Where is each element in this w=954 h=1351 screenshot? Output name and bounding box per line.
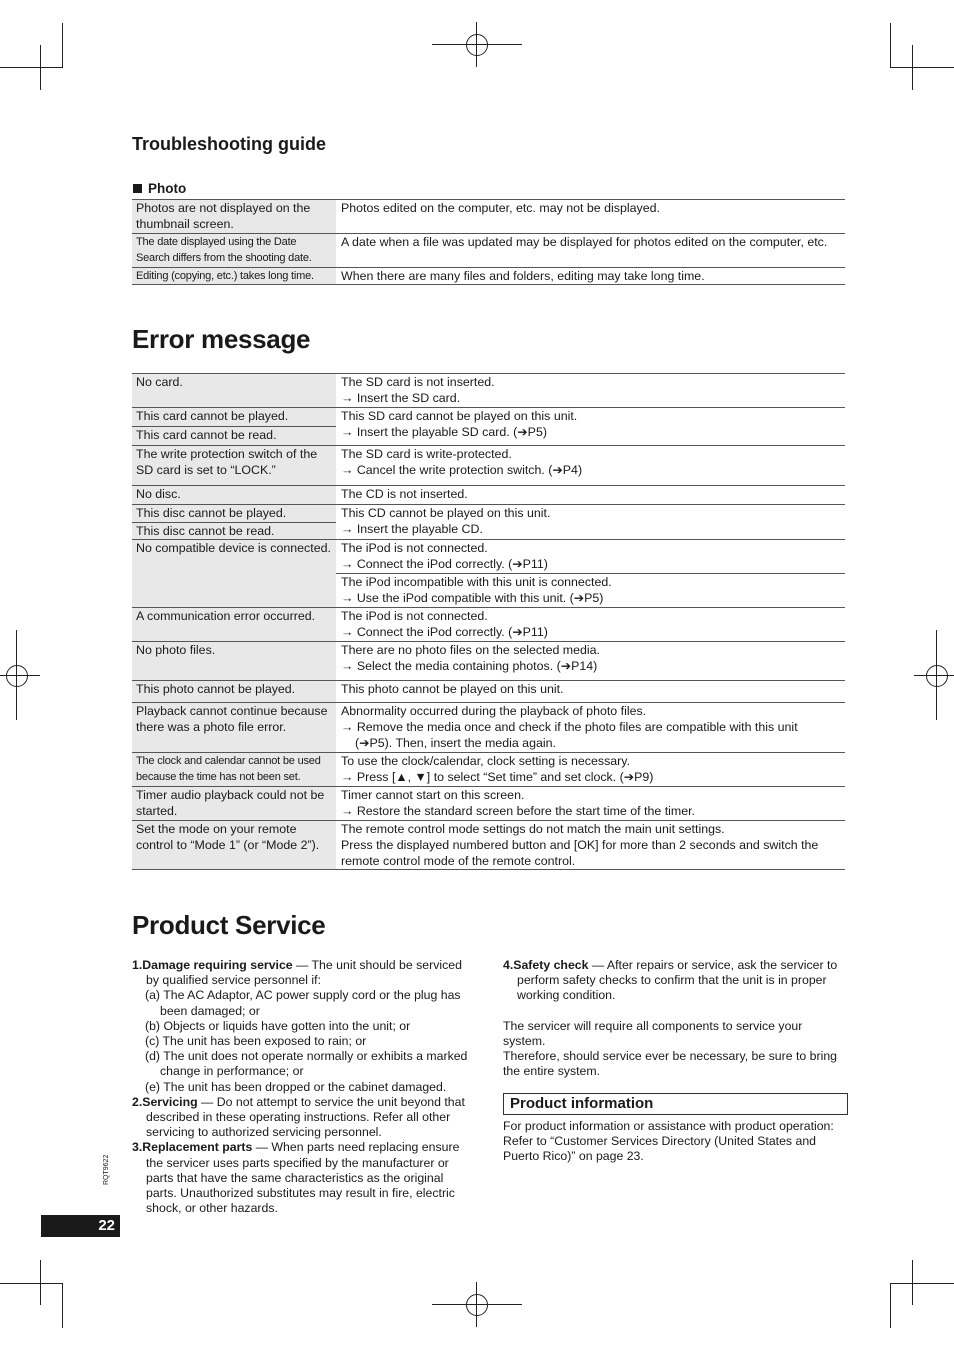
- crop-mark: [890, 23, 891, 68]
- item-heading: Safety check: [513, 958, 589, 972]
- photo-table: [132, 199, 845, 285]
- service-paragraph: Therefore, should service ever be necessary, be sure to bring the entire system.: [503, 1049, 838, 1079]
- error-message: The write protection switch of the SD card is set to “LOCK.”: [132, 446, 336, 486]
- item-number: 4.: [503, 958, 514, 972]
- registration-mark: [16, 630, 17, 720]
- table-row: [132, 505, 845, 523]
- error-solution: [336, 703, 845, 753]
- error-message: This card cannot be played.: [132, 408, 336, 427]
- sub-item: (b) Objects or liquids have gotten into the unit; or: [145, 1018, 411, 1033]
- error-message: No card.: [132, 374, 336, 408]
- item-heading: Replacement parts: [142, 1140, 253, 1155]
- sub-item: (c) The unit has been exposed to rain; or: [145, 1034, 367, 1049]
- registration-mark: [0, 675, 40, 676]
- table-row: [132, 374, 845, 408]
- error-message: The clock and calendar cannot be used because the time has not been set.: [132, 753, 336, 787]
- item-heading: Damage requiring service: [142, 958, 293, 972]
- error-solution: [336, 753, 845, 787]
- square-bullet-icon: [133, 184, 142, 193]
- table-row: [132, 486, 845, 505]
- table-row: [132, 753, 845, 787]
- sub-item: (d) The unit does not operate normally or exhibits a marked change in performance; or: [145, 1049, 468, 1079]
- error-solution: [336, 787, 845, 821]
- registration-mark: [466, 34, 488, 56]
- crop-mark: [62, 1283, 63, 1328]
- section-title-service: Product Service: [132, 910, 326, 940]
- table-row: [132, 787, 845, 821]
- error-solution: [336, 574, 845, 608]
- error-solution: [336, 408, 845, 446]
- solution-cell: A date when a file was updated may be displayed for photos edited on the computer, etc.: [336, 234, 845, 268]
- solution-line: The SD card is write-protected.: [341, 447, 512, 461]
- item-text: — The unit should be serviced by qualified service personnel if:: [146, 958, 462, 988]
- crop-mark: [890, 67, 954, 68]
- error-solution: [336, 446, 845, 486]
- error-message: This photo cannot be played.: [132, 681, 336, 703]
- solution-line: The iPod is not connected.: [341, 541, 488, 555]
- solution-line: The iPod is not connected.: [341, 609, 488, 623]
- solution-line: → Insert the SD card.: [341, 391, 461, 405]
- solution-line: There are no photo files on the selected media.: [341, 643, 600, 657]
- error-message: Playback cannot continue because there was a photo file error.: [132, 703, 336, 753]
- registration-mark: [936, 630, 937, 720]
- service-item-servicing: [132, 1095, 474, 1141]
- table-row: [132, 703, 845, 753]
- solution-line: The remote control mode settings do not match the main unit settings.: [341, 822, 725, 836]
- registration-mark: [6, 665, 28, 687]
- solution-line: → Insert the playable CD.: [341, 522, 483, 536]
- crop-mark: [890, 1283, 891, 1328]
- solution-line: → Connect the iPod correctly. (➔P11): [341, 557, 548, 571]
- solution-line: Press the displayed numbered button and [OK] for more than 2 seconds and switch the remote control mode of the remote control.: [341, 838, 819, 868]
- crop-mark: [912, 1260, 913, 1305]
- item-text: — When parts need replacing ensure the servicer uses parts specified by the manufacturer or parts that have the same characteristics as the original parts. Unauthorized substitutes may result in fire, electric shock, or other hazards.: [146, 1140, 460, 1216]
- table-row: [132, 540, 845, 574]
- table-row: [132, 268, 845, 285]
- service-right-column: [503, 958, 848, 1164]
- photo-heading: [133, 181, 186, 196]
- registration-mark: [432, 1304, 522, 1305]
- error-solution: This photo cannot be played on this unit.: [336, 681, 845, 703]
- error-solution: [336, 821, 845, 870]
- service-item-replacement: [132, 1140, 474, 1216]
- service-left-column: [132, 958, 474, 1216]
- registration-mark: [476, 1282, 477, 1327]
- item-number: 3.: [132, 1140, 143, 1155]
- section-title-troubleshooting: Troubleshooting guide: [132, 134, 326, 154]
- solution-line: → Cancel the write protection switch. (➔P4): [341, 463, 583, 477]
- error-message: No compatible device is connected.: [132, 540, 336, 608]
- error-message: This disc cannot be played.: [132, 505, 336, 523]
- error-solution: The CD is not inserted.: [336, 486, 845, 505]
- registration-mark: [926, 665, 948, 687]
- registration-mark: [914, 675, 954, 676]
- error-message: This disc cannot be read.: [132, 523, 336, 540]
- solution-line: To use the clock/calendar, clock setting is necessary.: [341, 754, 631, 768]
- item-number: 1.: [132, 958, 143, 972]
- model-code: RQT9622: [103, 1154, 110, 1185]
- table-row: [132, 200, 845, 234]
- info-paragraph: Refer to “Customer Services Directory (United States and Puerto Rico)” on page 23.: [503, 1133, 817, 1164]
- solution-line: → Connect the iPod correctly. (➔P11): [341, 625, 548, 639]
- table-row: [132, 446, 845, 486]
- problem-cell: The date displayed using the Date Search differs from the shooting date.: [132, 234, 336, 268]
- solution-line: This SD card cannot be played on this unit.: [341, 409, 578, 423]
- solution-line: (➔P5). Then, insert the media again.: [355, 736, 556, 750]
- product-information-heading: Product information: [503, 1093, 848, 1114]
- photo-heading-label: Photo: [148, 181, 187, 196]
- solution-line: Abnormality occurred during the playback of photo files.: [341, 704, 647, 718]
- error-message: Set the mode on your remote control to “Mode 1” (or “Mode 2”).: [132, 821, 336, 870]
- problem-cell: Photos are not displayed on the thumbnail screen.: [132, 200, 336, 234]
- solution-line: → Press [▲, ▼] to select “Set time” and set clock. (➔P9): [341, 770, 654, 784]
- item-text: — After repairs or service, ask the servicer to perform safety checks to confirm that the unit is in proper working condition.: [517, 958, 838, 1003]
- error-message: This card cannot be read.: [132, 427, 336, 446]
- error-message: Timer audio playback could not be started.: [132, 787, 336, 821]
- info-paragraph: For product information or assistance with product operation:: [503, 1118, 834, 1133]
- crop-mark: [18, 67, 63, 68]
- section-title-error: Error message: [132, 324, 311, 354]
- table-row: [132, 234, 845, 268]
- error-table: [132, 373, 845, 870]
- table-row: [132, 608, 845, 642]
- table-row: [132, 408, 845, 427]
- table-row: [132, 681, 845, 703]
- solution-line: The iPod incompatible with this unit is connected.: [341, 575, 612, 589]
- item-number: 2.: [132, 1094, 143, 1109]
- table-row: [132, 821, 845, 870]
- solution-line: The SD card is not inserted.: [341, 375, 495, 389]
- registration-mark: [476, 22, 477, 67]
- solution-line: → Remove the media once and check if the photo files are compatible with this unit: [341, 720, 798, 734]
- page-number: 22: [41, 1215, 120, 1237]
- solution-line: Timer cannot start on this screen.: [341, 788, 525, 802]
- solution-line: → Insert the playable SD card. (➔P5): [341, 425, 547, 439]
- solution-line: → Use the iPod compatible with this unit. (➔P5): [341, 591, 604, 605]
- sub-item: (a) The AC Adaptor, AC power supply cord or the plug has been damaged; or: [145, 988, 461, 1018]
- service-item-safety: [503, 958, 848, 1004]
- solution-line: → Select the media containing photos. (➔P14): [341, 659, 598, 673]
- error-message: No photo files.: [132, 642, 336, 681]
- crop-mark: [18, 1283, 63, 1284]
- crop-mark: [890, 1283, 954, 1284]
- error-solution: [336, 505, 845, 540]
- solution-line: → Restore the standard screen before the start time of the timer.: [341, 804, 695, 818]
- registration-mark: [466, 1294, 488, 1316]
- crop-mark: [912, 45, 913, 90]
- item-text: — Do not attempt to service the unit beyond that described in these operating instructions. Refer all other servicing to authorized servicing personnel.: [146, 1094, 465, 1140]
- service-paragraph: The servicer will require all components to service your system.: [503, 1018, 803, 1048]
- error-message: A communication error occurred.: [132, 608, 336, 642]
- error-solution: [336, 540, 845, 574]
- sub-item: (e) The unit has been dropped or the cabinet damaged.: [145, 1079, 447, 1094]
- error-solution: [336, 608, 845, 642]
- error-solution: [336, 642, 845, 681]
- error-solution: [336, 374, 845, 408]
- registration-mark: [432, 44, 522, 45]
- service-item-damage: [132, 958, 474, 988]
- crop-mark: [62, 23, 63, 68]
- problem-cell: Editing (copying, etc.) takes long time.: [132, 268, 336, 285]
- solution-line: This CD cannot be played on this unit.: [341, 506, 551, 520]
- solution-cell: When there are many files and folders, editing may take long time.: [336, 268, 845, 285]
- item-heading: Servicing: [142, 1094, 198, 1109]
- solution-cell: Photos edited on the computer, etc. may not be displayed.: [336, 200, 845, 234]
- table-row: [132, 642, 845, 681]
- error-message: No disc.: [132, 486, 336, 505]
